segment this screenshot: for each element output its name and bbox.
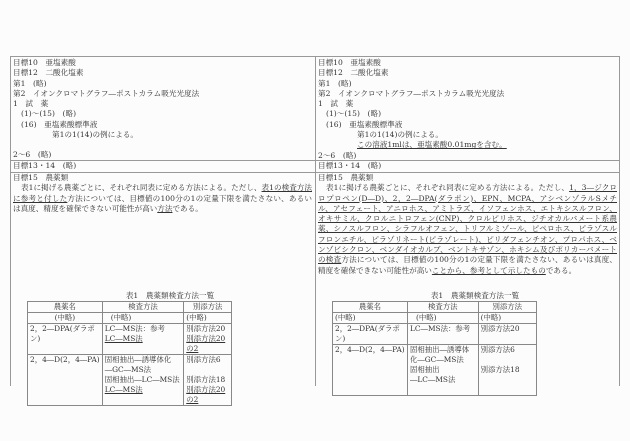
table-caption: 表1 農薬類検査方法一覧 <box>430 291 520 300</box>
method-line: 固相抽出―誘導体化―GC―MS法 <box>104 355 172 374</box>
cell-method <box>407 324 478 345</box>
header-pesticide-name: 農薬名 <box>333 302 408 313</box>
heading-target-13-14: 目標13・14 (略) <box>13 161 77 170</box>
annex-line: 別添方法20の2 <box>186 334 226 353</box>
reagent-16: (16) 亜塩素酸標準液 <box>326 119 403 129</box>
header-annex: 別添方法 <box>184 302 232 313</box>
cell-annex <box>184 355 232 406</box>
annex-line: 別添方法6 <box>480 345 515 354</box>
items-2-6: 2～6 (略) <box>13 150 52 160</box>
cell-name: 2，4―D(2，4―PA) <box>28 355 103 406</box>
cell-annex <box>478 324 536 345</box>
center-divider <box>315 56 316 386</box>
reagent-16: (16) 亜塩素酸標準液 <box>21 119 98 129</box>
reagent-16-note: 第1の1(14)の例による。 <box>357 130 443 140</box>
annex-line: 別添方法20 <box>480 324 520 333</box>
annex-line: 別添方法6 <box>186 355 221 364</box>
method-line: 固相抽出―LC―MS法 <box>409 365 456 384</box>
method-line: LC―MS法 <box>104 385 143 394</box>
method-line: 固相抽出―誘導体化―GC―MS法 <box>409 345 470 364</box>
header-pesticide-name: 農薬名 <box>28 302 103 313</box>
section-1: 第1 (略) <box>318 78 352 88</box>
cell-annex: (中略) <box>478 313 536 324</box>
table-row <box>28 313 232 324</box>
cell-method <box>407 345 478 396</box>
cell-name: 2，4―D(2，4―PA) <box>333 345 408 396</box>
header-method: 検査方法 <box>102 302 184 313</box>
cell-annex: (中略) <box>184 313 232 324</box>
header-method: 検査方法 <box>407 302 478 313</box>
pesticide-paragraph: 表1に掲げる農薬ごとに、それぞれ同表に定める方法による。ただし、1，3―ジクロロプロペン(D―D)、2，2―DPA(ダラポン)、EPN、MCPA、アシベンゾラルSメチル、アセフェート、アニロホス、アミトラズ、イソフェンホス、エトキシスルフロン、オキサミル、クロルニトロフェン(CNP)、クロルピリホス、ジチオカルバメート系農薬、シノスルフロン、シラフルオフェン、トリフルミゾール、ピペロホス、ピラゾスルフロンエチル、ピラゾリネート(ピラゾレート)、ピリダフェンチオン、プロパホス、ベンゾビシクロン、ベンダイオカルブ、ベントキサゾン、ホキシム及びポリカーバメートの検査方法については、目標値の100分の1の定量下限を満たさない、あるいは真度、精度を確保できない可能性が高いことから、参考として示したものである。 <box>318 183 618 275</box>
cell-method <box>102 355 184 406</box>
heading-target-12: 目標12 二酸化塩素 <box>318 68 389 78</box>
table-row <box>333 324 537 345</box>
reagent-16-note: 第1の1(14)の例による。 <box>52 130 138 140</box>
cell-annex <box>184 324 232 355</box>
method-line: 固相抽出―LC―MS法 <box>104 375 180 384</box>
cell-annex <box>478 345 536 396</box>
section-2: 第2 イオンクロマトグラフ―ポストカラム吸光光度法 <box>318 88 505 98</box>
table-row <box>333 313 537 324</box>
cell-method: (中略) <box>102 313 184 324</box>
heading-target-15: 目標15 農薬類 <box>318 173 374 182</box>
cell-name: 2，2―DPA(ダラポン) <box>28 324 103 355</box>
table-row <box>28 355 232 406</box>
annex-line: 別添方法18 <box>480 365 520 374</box>
annex-line: 別添方法20の2 <box>186 385 226 404</box>
cell-name: (中略) <box>28 313 103 324</box>
reagent-16-concentration: この溶液1mlは、亜塩素酸0.01mgを含む。 <box>357 140 507 150</box>
section-target-10-12 <box>318 58 617 161</box>
heading-target-12: 目標12 二酸化塩素 <box>13 68 84 78</box>
method-line: LC―MS法：参考 <box>409 324 471 333</box>
pesticide-methods-table <box>332 301 537 396</box>
cell-name: 2，2―DPA(ダラポン) <box>333 324 408 345</box>
header-annex: 別添方法 <box>478 302 536 313</box>
section-target-15 <box>13 173 312 214</box>
heading-target-13-14: 目標13・14 (略) <box>318 161 382 170</box>
annex-line: 別添方法20 <box>186 324 226 333</box>
table-caption: 表1 農薬類検査方法一覧 <box>125 291 215 300</box>
reagents-heading: 1 試 薬 <box>13 99 49 109</box>
table-header-row <box>333 302 537 313</box>
table-row <box>333 345 537 396</box>
table-row <box>28 324 232 355</box>
cell-method: (中略) <box>407 313 478 324</box>
section-target-10-12 <box>13 58 312 161</box>
reagents-1-15: (1)～(15) (略) <box>21 109 77 119</box>
pesticide-methods-table <box>27 301 232 406</box>
pesticide-paragraph: 表1に掲げる農薬ごとに、それぞれ同表に定める方法による。ただし、表1の検査方法に参考と付した方法については、目標値の100分の1の定量下限を満たさない、あるいは真度、精度を確保できない可能性が高い方法である。 <box>13 183 313 213</box>
reagents-1-15: (1)～(15) (略) <box>326 109 382 119</box>
table-header-row <box>28 302 232 313</box>
right-border <box>619 56 620 386</box>
section-2: 第2 イオンクロマトグラフ―ポストカラム吸光光度法 <box>13 88 200 98</box>
section-target-15 <box>318 173 617 276</box>
section-target-13-14 <box>13 161 312 171</box>
heading-target-10: 目標10 亜塩素酸 <box>318 58 381 67</box>
heading-target-10: 目標10 亜塩素酸 <box>13 58 76 67</box>
items-2-6: 2～6 (略) <box>318 150 357 160</box>
section-target-13-14 <box>318 161 617 171</box>
heading-target-15: 目標15 農薬類 <box>13 173 69 182</box>
section-1: 第1 (略) <box>13 78 47 88</box>
method-line: LC―MS法：参考 <box>104 324 165 333</box>
left-border <box>10 56 11 386</box>
annex-line: 別添方法18 <box>186 375 226 384</box>
cell-method <box>102 324 184 355</box>
method-line: LC―MS法 <box>104 334 143 343</box>
reagents-heading: 1 試 薬 <box>318 99 354 109</box>
cell-name: (中略) <box>333 313 408 324</box>
